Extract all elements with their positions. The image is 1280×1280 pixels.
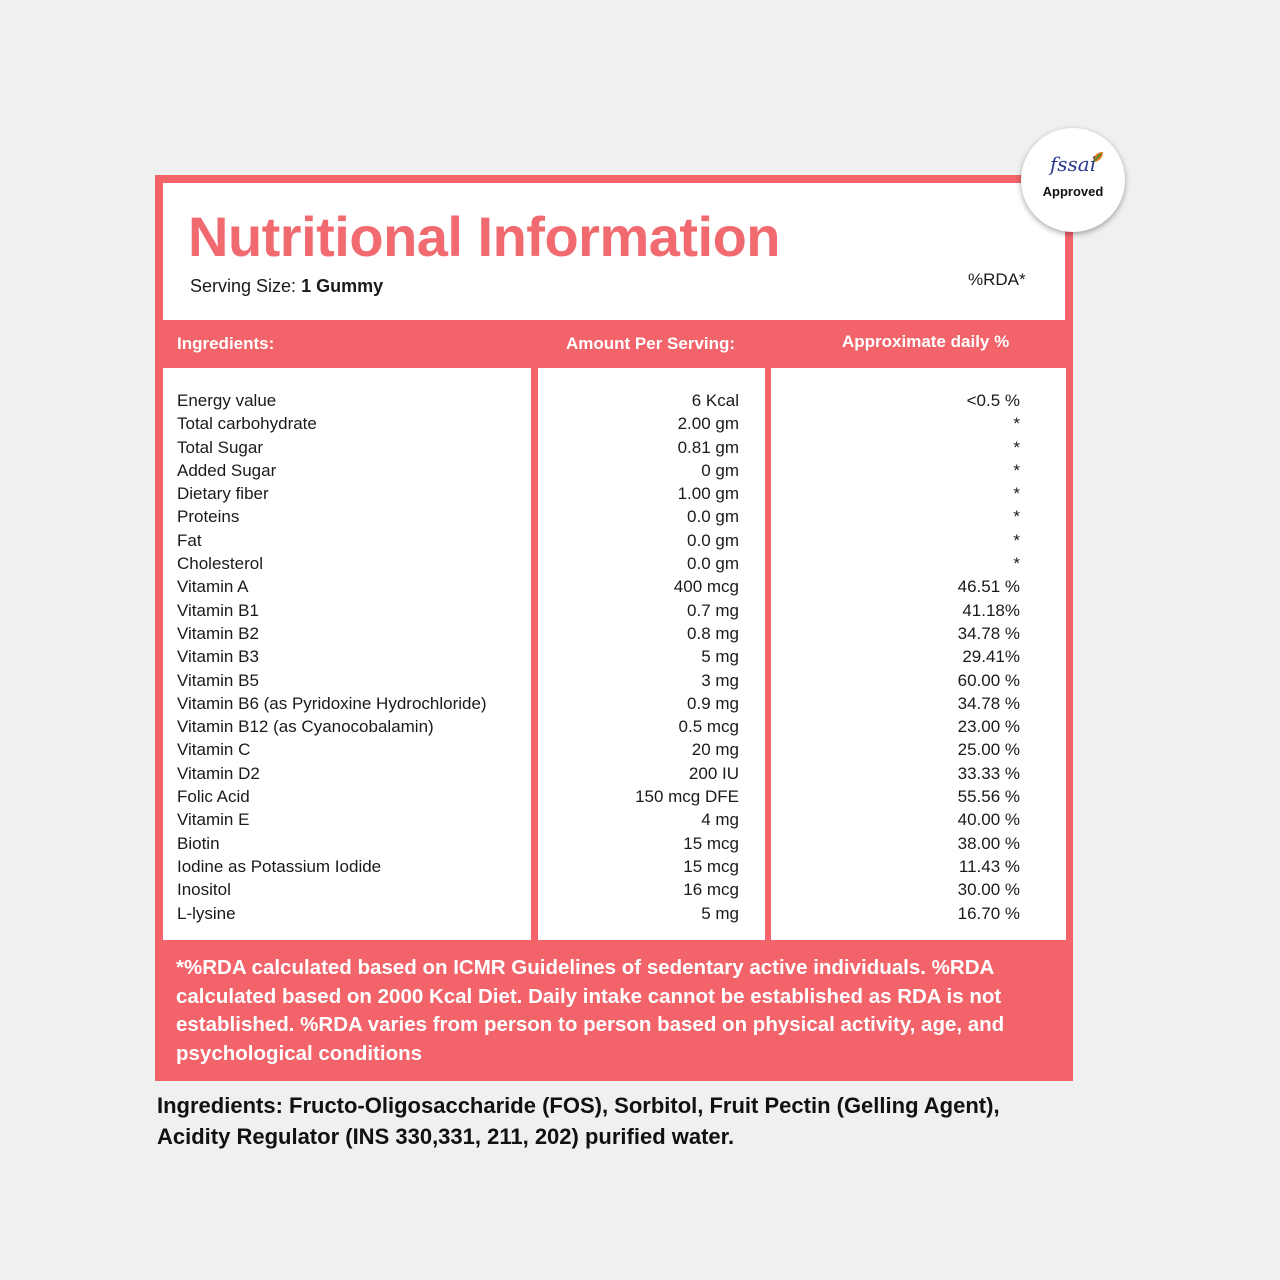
ingredient-amount: 0.5 mcg	[678, 717, 739, 737]
ingredient-amount: 16 mcg	[683, 880, 739, 900]
ingredient-name: Biotin	[177, 833, 220, 853]
ingredient-name: Vitamin B6 (as Pyridoxine Hydrochloride)	[177, 693, 487, 713]
ingredient-name: Fat	[177, 530, 202, 550]
ingredient-daily-percent: *	[1013, 437, 1020, 457]
ingredient-amount: 0.7 mg	[687, 600, 739, 620]
ingredient-name: Vitamin B12 (as Cyanocobalamin)	[177, 717, 434, 737]
ingredient-names	[177, 389, 487, 925]
ingredient-amount: 3 mg	[701, 670, 739, 690]
ingredient-name: Iodine as Potassium Iodide	[177, 856, 382, 876]
ingredient-amount: 0.0 gm	[687, 507, 739, 527]
ingredient-amount: 0.81 gm	[677, 437, 739, 457]
serving-label: Serving Size:	[190, 276, 297, 296]
ingredient-name: Vitamin A	[177, 577, 249, 597]
header-ingredients: Ingredients:	[177, 334, 275, 353]
ingredient-daily-percent: *	[1013, 460, 1020, 480]
serving-value: 1 Gummy	[301, 276, 384, 296]
ingredient-amount: 20 mg	[691, 740, 739, 760]
ingredient-daily-percent: 60.00 %	[957, 670, 1020, 690]
ingredient-daily	[771, 389, 1020, 925]
ingredient-amount: 5 mg	[701, 903, 739, 923]
ingredient-amount: 0.8 mg	[687, 623, 739, 643]
ingredient-daily-percent: 34.78 %	[957, 623, 1020, 643]
fssai-logo: fssai	[1049, 152, 1097, 176]
ingredient-daily-percent: 38.00 %	[957, 833, 1020, 853]
page-title: Nutritional Information	[188, 205, 781, 268]
ingredient-name: Cholesterol	[177, 554, 263, 574]
rda-footnote: *%RDA calculated based on ICMR Guidelines of sedentary active individuals. %RDA calculated based on 2000 Kcal Diet. Daily intake cannot be established as RDA is not established. %RDA varies from person to person based on physical activity, age, and psychological conditions	[176, 956, 1005, 1065]
ingredient-amount: 4 mg	[701, 810, 739, 830]
fssai-badge	[1021, 128, 1125, 232]
ingredient-amount: 150 mcg DFE	[635, 787, 739, 807]
ingredient-amount: 400 mcg	[673, 577, 739, 597]
ingredient-daily-percent: 30.00 %	[957, 880, 1020, 900]
ingredient-amounts	[538, 389, 739, 925]
ingredient-daily-percent: 11.43 %	[958, 856, 1020, 876]
ingredient-name: Dietary fiber	[177, 484, 269, 504]
ingredient-daily-percent: 40.00 %	[957, 810, 1020, 830]
ingredient-amount: 6 Kcal	[691, 391, 739, 410]
ingredient-name: Vitamin B1	[177, 600, 259, 620]
ingredient-amount: 0 gm	[701, 460, 739, 480]
ingredient-name: Vitamin E	[177, 810, 250, 830]
ingredient-name: Vitamin C	[177, 740, 251, 760]
ingredient-amount: 15 mcg	[683, 856, 739, 876]
rda-label: %RDA*	[968, 270, 1026, 289]
ingredients-text: Ingredients: Fructo-Oligosaccharide (FOS), Sorbitol, Fruit Pectin (Gelling Agent), Acidity Regulator (INS 330,331, 211, 202) purified water.	[157, 1093, 1000, 1149]
ingredient-name: Energy value	[177, 391, 277, 410]
ingredient-amount: 5 mg	[701, 647, 739, 667]
ingredient-name: Inositol	[177, 880, 231, 900]
ingredient-name: Folic Acid	[177, 787, 250, 807]
ingredient-name: Total Sugar	[177, 437, 263, 457]
ingredient-daily-percent: 46.51 %	[957, 577, 1020, 597]
ingredient-amount: 2.00 gm	[677, 414, 739, 434]
ingredient-name: Vitamin B2	[177, 623, 259, 643]
ingredient-daily-percent: 55.56 %	[957, 787, 1020, 807]
ingredient-amount: 200 IU	[688, 763, 739, 783]
ingredient-daily-percent: *	[1013, 554, 1020, 574]
ingredient-name: Vitamin D2	[177, 763, 260, 783]
ingredient-daily-percent: 34.78 %	[957, 693, 1020, 713]
header-daily: Approximate daily %	[842, 332, 1010, 351]
ingredient-name: Total carbohydrate	[177, 414, 317, 434]
ingredient-daily-percent: *	[1013, 530, 1020, 550]
ingredient-daily-percent: *	[1013, 414, 1020, 434]
ingredient-name: Vitamin B5	[177, 670, 259, 690]
ingredient-daily-percent: 29.41%	[962, 647, 1020, 667]
ingredient-amount: 0.0 gm	[687, 554, 739, 574]
ingredient-daily-percent: 23.00 %	[957, 717, 1020, 737]
ingredient-name: Added Sugar	[177, 460, 277, 480]
ingredient-name: Vitamin B3	[177, 647, 259, 667]
ingredient-daily-percent: 16.70 %	[957, 903, 1020, 923]
ingredient-daily-percent: *	[1013, 507, 1020, 527]
ingredient-name: Proteins	[177, 507, 240, 527]
serving-size	[190, 276, 383, 297]
ingredient-daily-percent: 33.33 %	[957, 763, 1020, 783]
ingredient-amount: 0.0 gm	[687, 530, 739, 550]
ingredient-amount: 0.9 mg	[687, 693, 739, 713]
header-amount: Amount Per Serving:	[566, 334, 736, 353]
ingredient-name: L-lysine	[177, 903, 236, 923]
ingredient-amount: 1.00 gm	[677, 484, 739, 504]
ingredient-daily-percent: 41.18%	[962, 600, 1020, 620]
ingredient-daily-percent: <0.5 %	[966, 391, 1020, 410]
fssai-approved-text: Approved	[1042, 184, 1104, 199]
ingredient-amount: 15 mcg	[683, 833, 739, 853]
ingredient-daily-percent: 25.00 %	[957, 740, 1020, 760]
ingredient-daily-percent: *	[1013, 484, 1020, 504]
